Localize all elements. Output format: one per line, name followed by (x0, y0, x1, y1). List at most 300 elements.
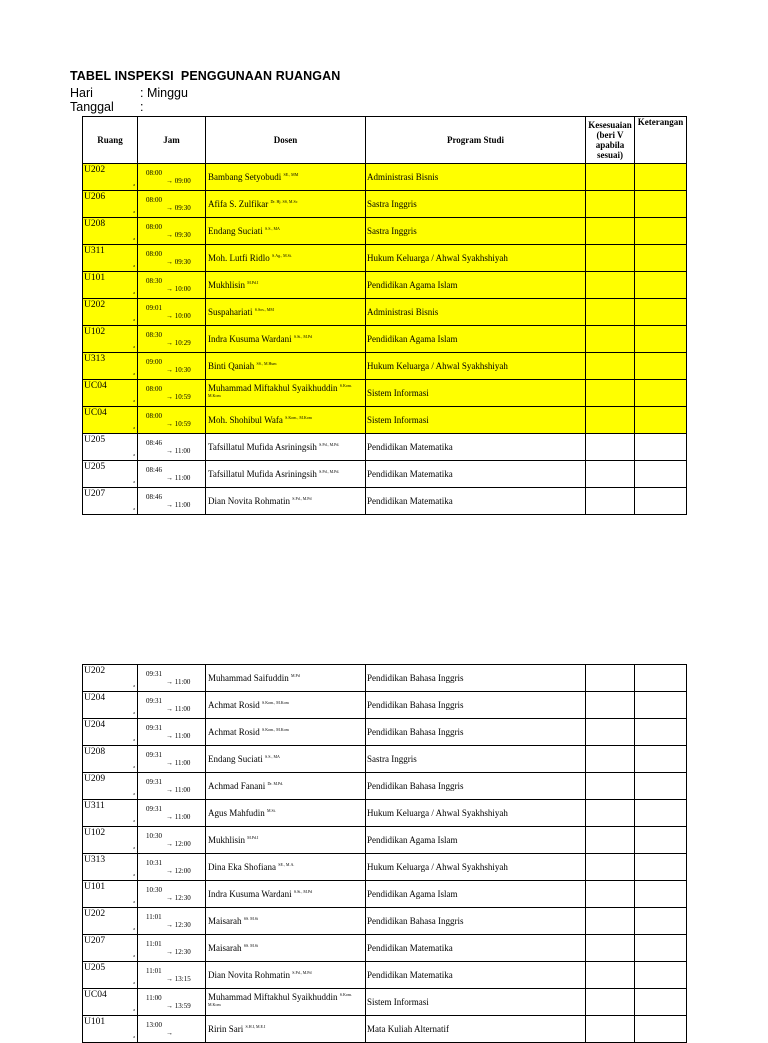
cell-kesesuaian[interactable] (586, 989, 635, 1016)
cell-kesesuaian[interactable] (586, 719, 635, 746)
dosen-name: Muhammad Saifuddin (208, 673, 289, 683)
cell-dosen (206, 827, 366, 854)
cell-dosen (206, 191, 366, 218)
ruang-code: UC04 (84, 408, 107, 418)
table-row (83, 353, 687, 380)
cell-keterangan[interactable] (635, 434, 687, 461)
arrow-icon: → (166, 840, 173, 848)
row-mark: a (133, 683, 135, 688)
jam-start: 10:30 (146, 832, 162, 840)
cell-keterangan[interactable] (635, 989, 687, 1016)
row-mark: a (133, 1034, 135, 1039)
jam-end (166, 177, 191, 185)
cell-keterangan[interactable] (635, 800, 687, 827)
arrow-icon: → (166, 813, 173, 821)
cell-kesesuaian[interactable] (586, 407, 635, 434)
col-header-keterangan: Keterangan (635, 117, 687, 164)
table-row (83, 245, 687, 272)
cell-dosen (206, 380, 366, 407)
cell-jam (138, 935, 206, 962)
row-mark: a (133, 317, 135, 322)
cell-dosen (206, 353, 366, 380)
arrow-icon: → (166, 393, 173, 401)
cell-dosen (206, 245, 366, 272)
dosen-gelar: M.Pd.I (247, 835, 259, 840)
jam-end-time: 09:30 (174, 204, 191, 212)
cell-program-studi: Pendidikan Bahasa Inggris (366, 719, 586, 746)
table-row (83, 488, 687, 515)
cell-jam (138, 692, 206, 719)
row-mark: a (133, 818, 135, 823)
dosen-gelar: S.S., MA (265, 226, 280, 231)
jam-end-time: 12:30 (174, 921, 191, 929)
cell-keterangan[interactable] (635, 353, 687, 380)
table-row (83, 191, 687, 218)
cell-keterangan[interactable] (635, 746, 687, 773)
row-mark: a (133, 290, 135, 295)
cell-jam (138, 746, 206, 773)
dosen-name: Endang Suciati (208, 226, 263, 236)
cell-dosen (206, 692, 366, 719)
dosen-name: Indra Kusuma Wardani (208, 334, 292, 344)
col-header-jam: Jam (138, 117, 206, 164)
cell-keterangan[interactable] (635, 773, 687, 800)
jam-end-time: 11:00 (174, 705, 191, 713)
jam-end-time: 11:00 (174, 759, 191, 767)
jam-start: 09:31 (146, 751, 162, 759)
cell-ruang (83, 881, 138, 908)
dosen-gelar: S.H.I, M.E.I (245, 1024, 266, 1029)
row-mark: a (133, 791, 135, 796)
ruang-code: U205 (84, 963, 106, 973)
cell-dosen (206, 800, 366, 827)
ruang-code: U207 (84, 936, 106, 946)
row-mark: a (133, 872, 135, 877)
jam-start: 11:01 (146, 913, 162, 921)
row-mark: a (133, 452, 135, 457)
cell-keterangan[interactable] (635, 191, 687, 218)
cell-program-studi: Pendidikan Agama Islam (366, 326, 586, 353)
jam-end-time: 11:00 (174, 678, 191, 686)
row-mark: a (133, 371, 135, 376)
table-row (83, 692, 687, 719)
jam-end-time: 10:29 (174, 339, 191, 347)
dosen-name: Afifa S. Zulfikar (208, 199, 269, 209)
cell-kesesuaian[interactable] (586, 908, 635, 935)
cell-jam (138, 827, 206, 854)
table-row (83, 827, 687, 854)
cell-ruang (83, 773, 138, 800)
arrow-icon: → (166, 867, 173, 875)
cell-jam (138, 962, 206, 989)
ruang-code: U311 (84, 246, 105, 256)
row-mark: a (133, 899, 135, 904)
dosen-name: Mukhlisin (208, 835, 246, 845)
ruang-code: U202 (84, 666, 106, 676)
tanggal-label: Tanggal (70, 100, 114, 114)
cell-jam (138, 353, 206, 380)
table-row (83, 773, 687, 800)
cell-jam (138, 164, 206, 191)
arrow-icon: → (166, 705, 173, 713)
jam-end-time: 10:59 (174, 393, 191, 401)
ruang-code: U208 (84, 219, 106, 229)
cell-ruang (83, 746, 138, 773)
row-mark: a (133, 737, 135, 742)
row-mark: a (133, 710, 135, 715)
cell-kesesuaian[interactable] (586, 191, 635, 218)
cell-keterangan[interactable] (635, 962, 687, 989)
jam-end (166, 678, 190, 686)
table-row (83, 299, 687, 326)
cell-program-studi: Pendidikan Bahasa Inggris (366, 773, 586, 800)
cell-program-studi: Sistem Informasi (366, 380, 586, 407)
dosen-name: Muhammad Miftakhul Syaikhuddin (208, 992, 338, 1002)
cell-kesesuaian[interactable] (586, 461, 635, 488)
jam-end (166, 339, 191, 347)
cell-keterangan[interactable] (635, 299, 687, 326)
cell-dosen (206, 746, 366, 773)
ruang-code: U101 (84, 1017, 106, 1027)
dosen-gelar: S.Kom., M.Kom (262, 727, 289, 732)
cell-keterangan[interactable] (635, 665, 687, 692)
table-row (83, 908, 687, 935)
jam-start: 09:31 (146, 670, 162, 678)
cell-keterangan[interactable] (635, 380, 687, 407)
cell-keterangan[interactable] (635, 827, 687, 854)
table-row (83, 935, 687, 962)
cell-jam (138, 989, 206, 1016)
dosen-name: Maisarah (208, 943, 242, 953)
table-header-row (83, 117, 687, 164)
jam-end (166, 840, 191, 848)
cell-jam (138, 908, 206, 935)
cell-keterangan[interactable] (635, 1016, 687, 1043)
cell-program-studi: Pendidikan Agama Islam (366, 881, 586, 908)
jam-end (166, 813, 190, 821)
cell-kesesuaian[interactable] (586, 326, 635, 353)
arrow-icon: → (166, 204, 173, 212)
cell-keterangan[interactable] (635, 407, 687, 434)
cell-kesesuaian[interactable] (586, 380, 635, 407)
jam-end-time: 13:59 (174, 1002, 191, 1010)
dosen-gelar: S.Pd., M.Pd (292, 970, 312, 975)
cell-jam (138, 407, 206, 434)
dosen-name: Dina Eka Shofiana (208, 862, 276, 872)
cell-keterangan[interactable] (635, 272, 687, 299)
jam-end (166, 867, 191, 875)
cell-kesesuaian[interactable] (586, 692, 635, 719)
ruang-code: U202 (84, 909, 106, 919)
arrow-icon: → (166, 366, 173, 374)
jam-end (166, 474, 190, 482)
cell-kesesuaian[interactable] (586, 1016, 635, 1043)
cell-ruang (83, 299, 138, 326)
arrow-icon: → (166, 447, 173, 455)
jam-start: 08:00 (146, 385, 162, 393)
dosen-name: Tafsillatul Mufida Asriningsih (208, 442, 317, 452)
dosen-gelar: S.Ag., M.Si. (272, 253, 293, 258)
cell-keterangan[interactable] (635, 692, 687, 719)
cell-kesesuaian[interactable] (586, 488, 635, 515)
jam-start: 08:30 (146, 277, 162, 285)
cell-keterangan[interactable] (635, 719, 687, 746)
dosen-name: Endang Suciati (208, 754, 263, 764)
cell-kesesuaian[interactable] (586, 935, 635, 962)
cell-ruang (83, 164, 138, 191)
table-row (83, 746, 687, 773)
cell-dosen (206, 461, 366, 488)
jam-end-time: 10:59 (174, 420, 191, 428)
dosen-gelar: Dr. M.Pd. (267, 781, 284, 786)
cell-kesesuaian[interactable] (586, 434, 635, 461)
dosen-gelar: M.Si. (267, 808, 276, 813)
dosen-gelar: S.Si., M.Pd (293, 889, 313, 894)
jam-end (166, 1002, 191, 1010)
cell-kesesuaian[interactable] (586, 854, 635, 881)
jam-end (166, 285, 191, 293)
cell-kesesuaian[interactable] (586, 164, 635, 191)
arrow-icon: → (166, 1029, 173, 1037)
cell-program-studi: Hukum Keluarga / Ahwal Syakhshiyah (366, 800, 586, 827)
dosen-gelar: S.Kom. M.Kom (208, 383, 352, 398)
dosen-gelar: S.Kom., M.Kom (285, 415, 312, 420)
jam-end (166, 921, 191, 929)
jam-end-time: 12:00 (174, 867, 191, 875)
cell-dosen (206, 665, 366, 692)
jam-end-time: 11:00 (174, 447, 191, 455)
cell-program-studi: Sastra Inggris (366, 191, 586, 218)
dosen-name: Moh. Lutfi Ridlo (208, 253, 270, 263)
cell-ruang (83, 1016, 138, 1043)
table-row (83, 719, 687, 746)
cell-program-studi: Sistem Informasi (366, 407, 586, 434)
dosen-gelar: M.Pd (291, 673, 300, 678)
cell-program-studi: Mata Kuliah Alternatif (366, 1016, 586, 1043)
jam-end (166, 447, 190, 455)
row-mark: a (133, 506, 135, 511)
jam-start: 09:01 (146, 304, 162, 312)
cell-kesesuaian[interactable] (586, 272, 635, 299)
cell-dosen (206, 488, 366, 515)
table-2-body (83, 665, 687, 1043)
dosen-gelar: M.Pd.I (247, 280, 259, 285)
cell-program-studi: Sistem Informasi (366, 989, 586, 1016)
row-mark: a (133, 479, 135, 484)
dosen-gelar: SE., MM (283, 172, 299, 177)
cell-jam (138, 773, 206, 800)
jam-start: 08:00 (146, 412, 162, 420)
jam-start: 08:00 (146, 196, 162, 204)
cell-program-studi: Sastra Inggris (366, 746, 586, 773)
tanggal-row (70, 100, 143, 114)
cell-program-studi: Pendidikan Matematika (366, 434, 586, 461)
table-row (83, 326, 687, 353)
table-row (83, 407, 687, 434)
jam-start: 11:01 (146, 967, 162, 975)
cell-ruang (83, 245, 138, 272)
row-mark: a (133, 263, 135, 268)
cell-ruang (83, 989, 138, 1016)
ruang-code: U202 (84, 165, 106, 175)
cell-dosen (206, 218, 366, 245)
jam-start: 08:00 (146, 250, 162, 258)
row-mark: a (133, 236, 135, 241)
row-mark: a (133, 182, 135, 187)
dosen-name: Tafsillatul Mufida Asriningsih (208, 469, 317, 479)
table-row (83, 881, 687, 908)
row-mark: a (133, 764, 135, 769)
row-mark: a (133, 398, 135, 403)
dosen-gelar: SS. M.Si (243, 943, 259, 948)
cell-kesesuaian[interactable] (586, 746, 635, 773)
cell-jam (138, 326, 206, 353)
ruang-code: UC04 (84, 381, 107, 391)
cell-kesesuaian[interactable] (586, 881, 635, 908)
jam-start: 09:31 (146, 805, 162, 813)
cell-ruang (83, 665, 138, 692)
jam-end-time: 10:00 (174, 312, 191, 320)
ruang-code: U202 (84, 300, 106, 310)
row-mark: a (133, 953, 135, 958)
arrow-icon: → (166, 948, 173, 956)
jam-start: 09:00 (146, 358, 162, 366)
table-1-body (83, 164, 687, 515)
jam-start: 09:31 (146, 724, 162, 732)
jam-start: 08:00 (146, 169, 162, 177)
cell-program-studi: Pendidikan Agama Islam (366, 827, 586, 854)
arrow-icon: → (166, 921, 173, 929)
cell-ruang (83, 326, 138, 353)
dosen-gelar: SE., M.A. (278, 862, 295, 867)
cell-dosen (206, 326, 366, 353)
row-mark: a (133, 845, 135, 850)
arrow-icon: → (166, 759, 173, 767)
cell-jam (138, 461, 206, 488)
cell-keterangan[interactable] (635, 908, 687, 935)
inspection-table-1 (82, 116, 687, 515)
cell-dosen (206, 407, 366, 434)
cell-keterangan[interactable] (635, 164, 687, 191)
dosen-gelar: S.Kom. M.Kom (208, 992, 352, 1007)
ruang-code: UC04 (84, 990, 107, 1000)
cell-keterangan[interactable] (635, 881, 687, 908)
cell-jam (138, 380, 206, 407)
cell-jam (138, 191, 206, 218)
cell-program-studi: Hukum Keluarga / Ahwal Syakhshiyah (366, 245, 586, 272)
dosen-name: Achmat Rosid (208, 727, 260, 737)
dosen-name: Achmad Fanani (208, 781, 266, 791)
arrow-icon: → (166, 312, 173, 320)
cell-jam (138, 800, 206, 827)
dosen-gelar: Dr. Hj. SS, M.Sc (270, 199, 298, 204)
cell-kesesuaian[interactable] (586, 353, 635, 380)
arrow-icon: → (166, 420, 173, 428)
table-row (83, 218, 687, 245)
cell-keterangan[interactable] (635, 326, 687, 353)
cell-dosen (206, 935, 366, 962)
cell-ruang (83, 407, 138, 434)
dosen-name: Agus Mahfudin (208, 808, 265, 818)
cell-dosen (206, 962, 366, 989)
cell-ruang (83, 434, 138, 461)
hari-value: : Minggu (140, 86, 188, 100)
cell-dosen (206, 773, 366, 800)
cell-program-studi: Pendidikan Bahasa Inggris (366, 692, 586, 719)
cell-jam (138, 665, 206, 692)
cell-kesesuaian[interactable] (586, 800, 635, 827)
table-row (83, 665, 687, 692)
jam-end (166, 705, 190, 713)
cell-keterangan[interactable] (635, 461, 687, 488)
table-row (83, 380, 687, 407)
cell-kesesuaian[interactable] (586, 245, 635, 272)
cell-kesesuaian[interactable] (586, 665, 635, 692)
ruang-code: U207 (84, 489, 106, 499)
jam-end-time: 10:00 (174, 285, 191, 293)
cell-kesesuaian[interactable] (586, 773, 635, 800)
cell-program-studi: Pendidikan Bahasa Inggris (366, 908, 586, 935)
arrow-icon: → (166, 678, 173, 686)
arrow-icon: → (166, 231, 173, 239)
row-mark: a (133, 344, 135, 349)
cell-keterangan[interactable] (635, 245, 687, 272)
cell-keterangan[interactable] (635, 935, 687, 962)
arrow-icon: → (166, 501, 173, 509)
arrow-icon: → (166, 285, 173, 293)
jam-end-time: 09:00 (174, 177, 191, 185)
jam-start: 10:30 (146, 886, 162, 894)
col-header-program-studi: Program Studi (366, 117, 586, 164)
cell-program-studi: Sastra Inggris (366, 218, 586, 245)
jam-end (166, 732, 190, 740)
jam-end (166, 393, 191, 401)
ruang-code: U209 (84, 774, 106, 784)
jam-end (166, 312, 191, 320)
dosen-gelar: SS., M.Hum (256, 361, 277, 366)
cell-kesesuaian[interactable] (586, 827, 635, 854)
jam-end-time: 11:00 (174, 732, 191, 740)
arrow-icon: → (166, 474, 173, 482)
cell-dosen (206, 881, 366, 908)
arrow-icon: → (166, 339, 173, 347)
ruang-code: U208 (84, 747, 106, 757)
ruang-code: U102 (84, 828, 106, 838)
tanggal-value: : (140, 100, 144, 114)
cell-dosen (206, 1016, 366, 1043)
cell-jam (138, 218, 206, 245)
jam-start: 13:00 (146, 1021, 162, 1029)
jam-start: 08:30 (146, 331, 162, 339)
cell-keterangan[interactable] (635, 218, 687, 245)
jam-end (166, 759, 190, 767)
cell-jam (138, 1016, 206, 1043)
cell-kesesuaian[interactable] (586, 299, 635, 326)
cell-kesesuaian[interactable] (586, 962, 635, 989)
cell-jam (138, 854, 206, 881)
jam-end-time: 09:30 (174, 258, 191, 266)
cell-keterangan[interactable] (635, 854, 687, 881)
cell-program-studi: Administrasi Bisnis (366, 299, 586, 326)
cell-dosen (206, 989, 366, 1016)
cell-ruang (83, 827, 138, 854)
cell-keterangan[interactable] (635, 488, 687, 515)
cell-dosen (206, 908, 366, 935)
cell-kesesuaian[interactable] (586, 218, 635, 245)
jam-end (166, 975, 191, 983)
jam-end-time: 11:00 (174, 474, 191, 482)
dosen-name: Bambang Setyobudi (208, 172, 282, 182)
